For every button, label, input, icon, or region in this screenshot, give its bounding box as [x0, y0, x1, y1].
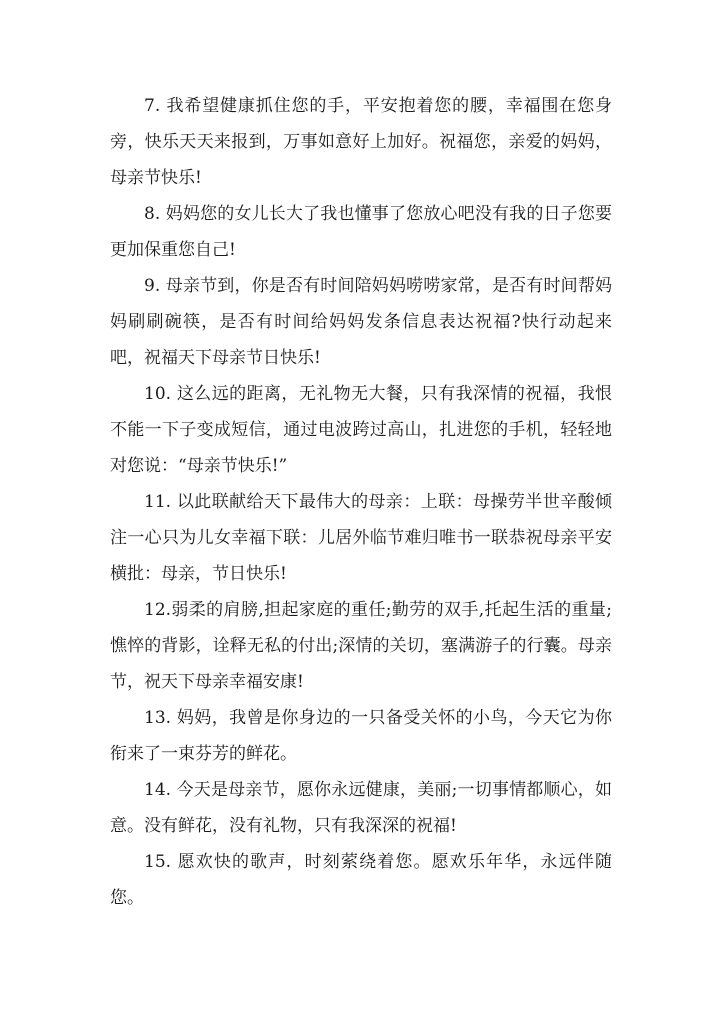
paragraph-14: 14. 今天是母亲节，愿你永远健康，美丽;一切事情都顺心，如意。没有鲜花，没有礼物，只有我深深的祝福!: [110, 780, 612, 836]
paragraph-13: 13. 妈妈，我曾是你身边的一只备受关怀的小鸟，今天它为你衔来了一束芬芳的鲜花。: [110, 708, 612, 764]
paragraph-15: 15. 愿欢快的歌声，时刻萦绕着您。愿欢乐年华，永远伴随您。: [110, 852, 612, 908]
paragraph-8: 8. 妈妈您的女儿长大了我也懂事了您放心吧没有我的日子您要更加保重您自己!: [110, 204, 612, 260]
paragraph-9: 9. 母亲节到，你是否有时间陪妈妈唠唠家常，是否有时间帮妈妈刷刷碗筷，是否有时间给妈妈发条信息表达祝福?快行动起来吧，祝福天下母亲节日快乐!: [110, 276, 612, 368]
paragraph-11: 11. 以此联献给天下最伟大的母亲：上联：母操劳半世辛酸倾注一心只为儿女幸福下联：儿居外临节难归唯书一联恭祝母亲平安横批：母亲，节日快乐!: [110, 492, 612, 584]
document-body: [110, 88, 612, 916]
paragraph-10: 10. 这么远的距离，无礼物无大餐，只有我深情的祝福，我恨不能一下子变成短信，通过电波跨过高山，扎进您的手机，轻轻地对您说：“母亲节快乐!”: [110, 384, 612, 476]
paragraph-12: 12.弱柔的肩膀,担起家庭的重任;勤劳的双手,托起生活的重量;憔悴的背影，诠释无私的付出;深情的关切，塞满游子的行囊。母亲节，祝天下母亲幸福安康!: [110, 600, 612, 692]
paragraph-7: 7. 我希望健康抓住您的手，平安抱着您的腰，幸福围在您身旁，快乐天天来报到，万事如意好上加好。祝福您，亲爱的妈妈，母亲节快乐!: [110, 96, 612, 188]
